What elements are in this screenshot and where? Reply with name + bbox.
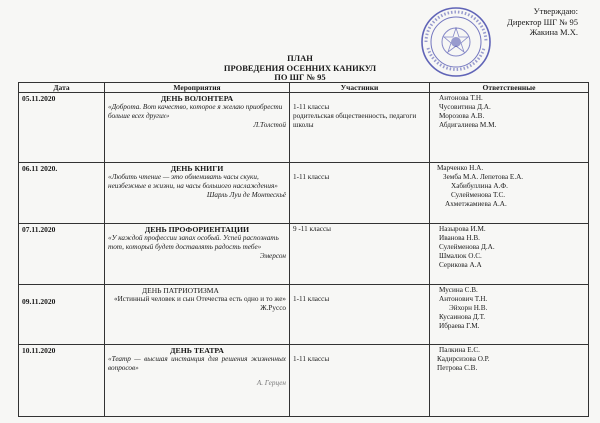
responsible-person: Сулейменова Т.С. (451, 191, 506, 199)
row-responsible (430, 163, 589, 224)
row-participants: 1-11 классы (290, 285, 430, 345)
row-event (105, 93, 290, 163)
row-responsible (430, 285, 589, 345)
event-title: ДЕНЬ ПАТРИОТИЗМА (142, 286, 219, 295)
header-responsible: Ответственные (430, 83, 589, 93)
event-title: ДЕНЬ ТЕАТРА (170, 346, 224, 355)
approval-line-3: Жакина М.Х. (529, 27, 578, 37)
responsible-person: Петрова С.В. (437, 364, 478, 372)
row-responsible (430, 93, 589, 163)
responsible-person: Серикова А.А (439, 261, 482, 269)
table-row (19, 285, 589, 345)
responsible-person: Антонова Т.Н. (439, 94, 483, 102)
responsible-person: Марченко Н.А. (437, 164, 484, 172)
row-event (105, 285, 290, 345)
row-event (105, 163, 290, 224)
responsible-person: Ибраева Г.М. (439, 322, 480, 330)
title-line-3: ПО ШГ № 95 (274, 72, 326, 82)
responsible-person: Кусаинова Д.Т. (439, 313, 486, 321)
responsible-person: Сулейменова Д.А. (439, 243, 495, 251)
event-title: ДЕНЬ ПРОФОРИЕНТАЦИИ (144, 225, 250, 234)
responsible-person: Ахметжамиева А.А. (445, 200, 507, 208)
row-responsible (430, 345, 589, 417)
responsible-person: Шмалюк О.С. (439, 252, 482, 260)
table-row (19, 224, 589, 285)
approval-line-1: Утверждаю: (533, 6, 578, 16)
row-event (105, 224, 290, 285)
event-quote: «Любить чтение — это обменивать часы скуки, неизбежные в жизни, на часы большого наслаждения» (108, 173, 278, 190)
row-date: 10.11.2020 (19, 345, 105, 417)
row-participants: 9 -11 классы (290, 224, 430, 285)
header-participants: Участники (290, 83, 430, 93)
responsible-person: Иванова Н.В. (439, 234, 480, 242)
event-title: ДЕНЬ КНИГИ (170, 164, 224, 173)
responsible-person: Назырова И.М. (439, 225, 486, 233)
responsible-person: Чусовитина Д.А. (439, 103, 491, 111)
table-header-row (19, 83, 589, 93)
row-participants: 1-11 классы родительская общественность, педагоги школы (290, 93, 430, 163)
row-date: 09.11.2020 (19, 285, 105, 345)
row-date: 06.11 2020. (19, 163, 105, 224)
row-date: 07.11.2020 (19, 224, 105, 285)
row-participants: 1-11 классы (290, 163, 430, 224)
event-quote: «Истинный человек и сын Отечества есть одно и то же» (114, 295, 286, 303)
table-row (19, 345, 589, 417)
event-author: Эмерсон (259, 252, 286, 260)
plan-table (18, 82, 589, 417)
approval-line-2: Директор ШГ № 95 (507, 16, 578, 27)
responsible-person: Земба М.А. Лепетова Е.А. (443, 173, 524, 181)
row-event (105, 345, 290, 417)
table-row (19, 163, 589, 224)
responsible-person: Морозова А.В. (439, 112, 485, 120)
title-line-1: ПЛАН (287, 53, 313, 63)
event-quote: «Доброта. Вот качество, которое я желаю приобрести больше всех других» (108, 103, 283, 120)
approval-block (507, 6, 578, 38)
responsible-person: Абдигалиева М.М. (439, 121, 497, 129)
header-events: Мероприятия (105, 83, 290, 93)
event-title: ДЕНЬ ВОЛОНТЕРА (160, 94, 234, 103)
document-title (180, 54, 420, 83)
responsible-person: Антонович Т.Н. (439, 295, 488, 303)
row-date: 05.11.2020 (19, 93, 105, 163)
event-quote: «Театр — высшая инстанция для решения жизненных вопросов» (108, 355, 286, 372)
official-seal-icon (420, 6, 492, 78)
event-quote: «У каждой профессии запах особый. Успей распознать тот, который будет доставлять радость тебе» (108, 234, 279, 251)
event-author: Ж.Руссо (260, 304, 286, 312)
responsible-person: Кадирсизова О.Р. (437, 355, 490, 363)
responsible-person: Эйхорн Н.В. (449, 304, 488, 312)
title-line-2: ПРОВЕДЕНИЯ ОСЕННИХ КАНИКУЛ (223, 62, 377, 73)
responsible-person: Мусина С.В. (439, 286, 478, 294)
event-author: Шарль Луи де Монтескьё (206, 191, 286, 199)
header-date: Дата (19, 83, 105, 93)
event-author: А. Герцен (256, 379, 286, 387)
responsible-person: Хабибуллина А.Ф. (451, 182, 508, 190)
event-author: Л.Толстой (253, 121, 286, 129)
table-row (19, 93, 589, 163)
row-responsible (430, 224, 589, 285)
responsible-person: Палкина Е.С. (439, 346, 480, 354)
row-participants: 1-11 классы (290, 345, 430, 417)
